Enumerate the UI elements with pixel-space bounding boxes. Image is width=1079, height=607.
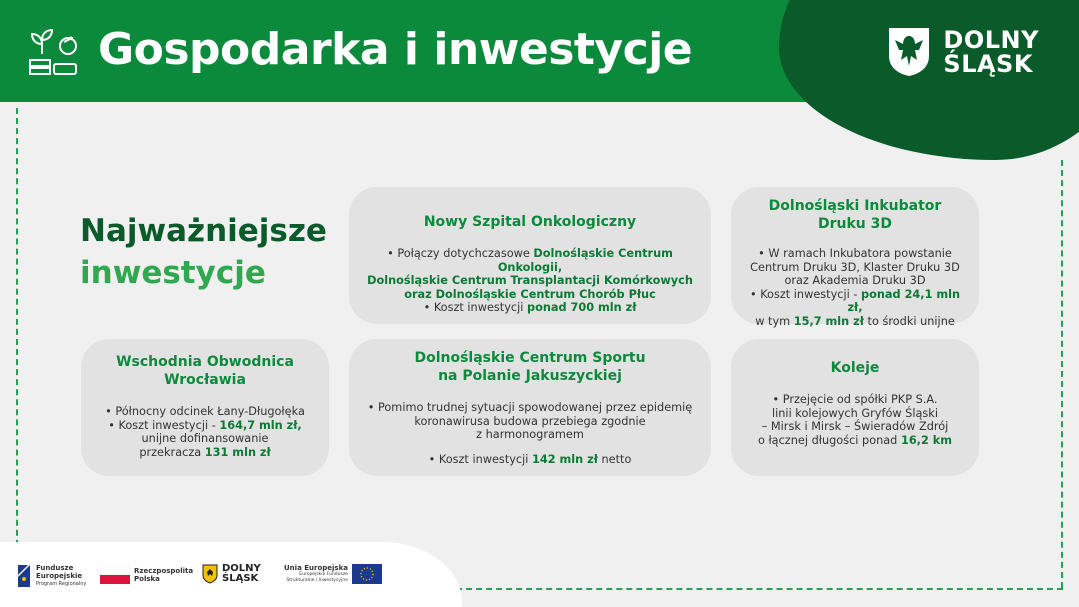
card-title-line: Wrocławia [164, 372, 246, 388]
text: • Koszt inwestycji [423, 301, 527, 314]
frame-dash-right [1061, 160, 1063, 588]
text: linii kolejowych Gryfów Śląski [772, 406, 938, 420]
card-title [745, 197, 965, 233]
text: przekracza [139, 445, 205, 459]
rzeczpospolita-logo [100, 566, 193, 584]
text: • Koszt inwestycji - [749, 287, 862, 301]
card-title [95, 353, 315, 389]
highlight: 164,7 mln zł, [219, 418, 302, 432]
footer-logos [0, 542, 462, 607]
card-title [363, 349, 697, 385]
polish-flag-icon [100, 566, 130, 584]
ue-line2: Europejskie Fundusze [299, 572, 348, 577]
card-title: Koleje [830, 360, 880, 376]
highlight: 142 mln zł [532, 452, 598, 466]
text: – Mirsk i Mirsk – Świeradów Zdrój [761, 420, 949, 433]
card-title-line: Wschodnia Obwodnica [116, 354, 294, 370]
text: • W ramach Inkubatora powstanie [758, 247, 952, 260]
fe-line3: Program Regionalny [36, 581, 87, 587]
card-obwodnica [81, 339, 329, 476]
highlight: ponad 24,1 mln zł, [847, 287, 961, 314]
highlight: Dolnośląskie Centrum Transplantacji Komórkowych [367, 274, 693, 287]
card-sport [349, 339, 711, 476]
text: w tym [755, 314, 794, 328]
shield-icon [202, 564, 218, 584]
highlight: 15,7 mln zł [793, 314, 864, 328]
text: unijne dofinansowanie [141, 432, 269, 445]
text: • Koszt inwestycji [428, 452, 533, 466]
text: o łącznej długości ponad [757, 433, 901, 447]
page-title: Gospodarka i inwestycje [98, 24, 693, 75]
frame-dash-bottom [436, 588, 1063, 590]
brand-line2: ŚLĄSK [943, 50, 1033, 78]
section-heading [80, 210, 327, 294]
ds-line2: ŚLĄSK [222, 573, 259, 584]
card-body [745, 247, 965, 328]
eagle-shield-icon [887, 26, 931, 78]
fundusze-europejskie-logo [18, 564, 86, 588]
rp-line1: Rzeczpospolita [134, 567, 194, 575]
ue-line1: Unia Europejska [284, 564, 348, 572]
highlight: oraz Dolnośląskie Centrum Chorób Płuc [404, 287, 656, 301]
ue-line3: Strukturalne i Inwestycyjne [286, 578, 348, 583]
rp-line2: Polska [134, 575, 160, 583]
card-title-line: Dolnośląskie Centrum Sportu [414, 350, 646, 366]
text: • Połączy dotychczasowe [387, 247, 534, 260]
card-body [363, 247, 697, 315]
frame-dash-left [16, 108, 18, 586]
card-body [363, 401, 697, 466]
card-body [745, 393, 965, 447]
text: • Koszt inwestycji - [108, 418, 220, 432]
brand-line1: DOLNY [943, 26, 1039, 54]
text: Centrum Druku 3D, Klaster Druku 3D [750, 260, 960, 274]
highlight: 16,2 km [900, 433, 953, 447]
text: z harmonogramem [476, 428, 584, 441]
highlight: Dolnośląskie Centrum Onkologii, [497, 247, 673, 274]
text: oraz Akademia Druku 3D [784, 274, 926, 287]
text: netto [597, 452, 632, 466]
card-title-line: Druku 3D [817, 216, 892, 232]
card-title: Nowy Szpital Onkologiczny [423, 214, 637, 230]
card-title-line: Dolnośląski Inkubator [768, 198, 942, 214]
fe-star-icon [18, 565, 32, 587]
card-inkubator [731, 187, 979, 328]
section-heading-line1: Najważniejsze [80, 213, 327, 249]
text: • Pomimo trudnej sytuacji spowodowanej przez epidemię [367, 401, 693, 414]
dolny-slask-logo [887, 26, 1039, 78]
section-heading-line2: inwestycje [80, 255, 266, 291]
dolny-slask-footer-logo [202, 564, 261, 584]
text: • Przejęcie od spółki PKP S.A. [772, 393, 938, 406]
card-title-line: na Polanie Jakuszyckiej [438, 368, 622, 384]
highlight: ponad 700 mln zł [526, 301, 637, 314]
card-szpital [349, 187, 711, 324]
plant-growth-icon [26, 24, 82, 80]
fe-line2: Europejskie [36, 572, 83, 580]
header-blob [779, 0, 1079, 160]
unia-europejska-logo [284, 564, 382, 584]
eu-flag-icon [352, 564, 382, 584]
text: • Północny odcinek Łany-Długołęka [105, 405, 305, 418]
ds-line1: DOLNY [222, 563, 261, 574]
card-koleje [731, 339, 979, 476]
highlight: 131 mln zł [204, 445, 271, 459]
text: to środki unijne [863, 314, 955, 328]
fe-line1: Fundusze [36, 564, 74, 572]
card-body [95, 405, 315, 459]
header-bar [0, 0, 1079, 102]
text: koronawirusa budowa przebiega zgodnie [414, 414, 646, 428]
